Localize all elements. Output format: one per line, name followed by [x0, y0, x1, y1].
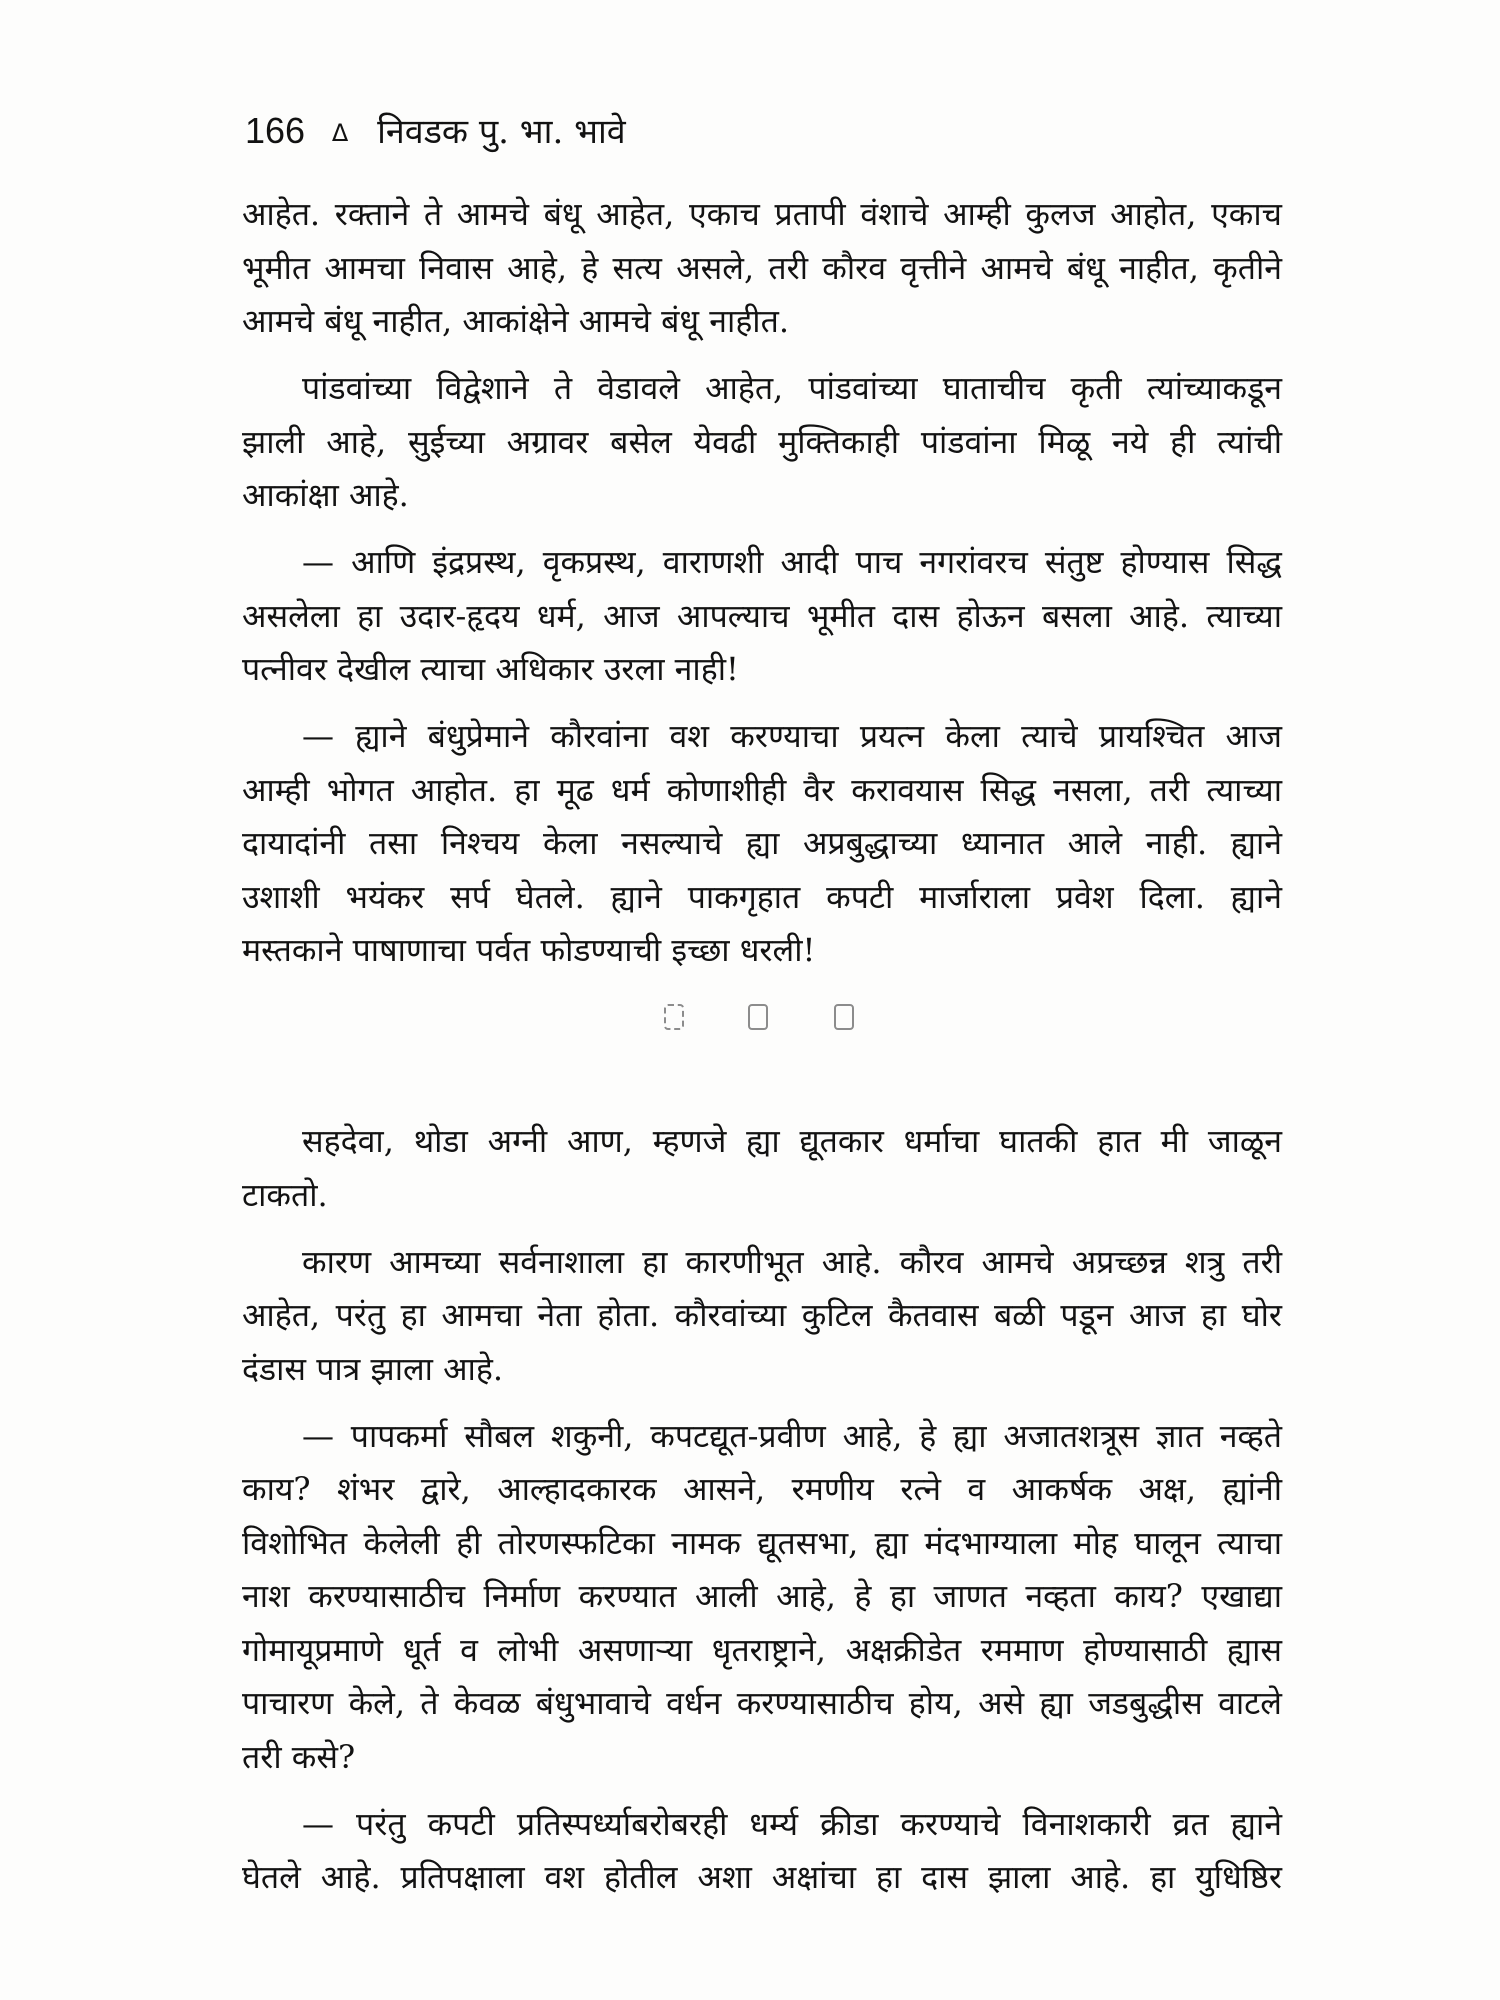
box-ornament-icon — [748, 1004, 768, 1030]
text-line: दंडास पात्र झाला आहे. — [242, 1349, 504, 1388]
text-line: पांडवांच्या विद्वेशाने ते वेडावले आहेत, पांडवांच्या घाताचीच कृती त्यांच्याकडून — [302, 369, 1282, 407]
text-line: नाश करण्यासाठीच निर्माण करण्यात आली आहे, हे हा जाणत नव्हता काय? एखाद्या — [242, 1577, 1282, 1615]
text-section-2 — [242, 1115, 1282, 1905]
text-line: आकांक्षा आहे. — [242, 476, 409, 514]
running-title: निवडक पु. भा. भावे — [377, 112, 626, 152]
text-line: दायादांनी तसा निश्चय केला नसल्याचे ह्या अप्रबुद्धाच्या ध्यानात आले नाही. ह्याने — [242, 824, 1282, 862]
paragraph — [242, 1798, 1282, 1905]
text-line: — परंतु कपटी प्रतिस्पर्ध्याबरोबरही धर्म्य क्रीडा करण्याचे विनाशकारी व्रत ह्याने — [302, 1804, 1282, 1843]
text-line: विशोभित केलेली ही तोरणस्फटिका नामक द्यूतसभा, ह्या मंदभाग्याला मोह घालून त्याचा — [242, 1523, 1282, 1562]
text-line: तरी कसे? — [242, 1737, 356, 1776]
text-line: उशाशी भयंकर सर्प घेतले. ह्याने पाकगृहात कपटी मार्जाराला प्रवेश दिला. ह्याने — [242, 877, 1282, 916]
paragraph — [242, 1236, 1282, 1397]
text-line: आम्ही भोगत आहोत. हा मूढ धर्म कोणाशीही वैर करावयास सिद्ध नसला, तरी त्याच्या — [242, 770, 1282, 809]
text-line: — पापकर्मा सौबल शकुनी, कपटद्यूत-प्रवीण आहे, हे ह्या अजातशत्रूस ज्ञात नव्हते — [302, 1416, 1282, 1455]
text-line: भूमीत आमचा निवास आहे, हे सत्य असले, तरी कौरव वृत्तीने आमचे बंधू नाहीत, कृतीने — [242, 248, 1282, 287]
text-line: मस्तकाने पाषाणाचा पर्वत फोडण्याची इच्छा धरली! — [242, 931, 816, 969]
page-number: 166 — [245, 110, 306, 151]
paragraph — [242, 1115, 1282, 1222]
box-ornament-icon — [664, 1004, 684, 1030]
running-header — [245, 108, 626, 154]
box-ornament-icon — [834, 1004, 854, 1030]
text-line: सहदेवा, थोडा अग्नी आण, म्हणजे ह्या द्यूतकार धर्माचा घातकी हात मी जाळून — [302, 1122, 1282, 1160]
text-line: आहेत, परंतु हा आमचा नेता होता. कौरवांच्या कुटिल कैतवास बळी पडून आज हा घोर — [242, 1296, 1282, 1334]
paragraph — [242, 536, 1282, 697]
text-line: असलेला हा उदार-हृदय धर्म, आज आपल्याच भूमीत दास होऊन बसला आहे. त्याच्या — [242, 596, 1282, 635]
text-line: — ह्याने बंधुप्रेमाने कौरवांना वश करण्याचा प्रयत्न केला त्याचे प्रायश्चित आज — [302, 717, 1282, 755]
text-line: आहेत. रक्ताने ते आमचे बंधू आहेत, एकाच प्रतापी वंशाचे आम्ही कुलज आहोत, एकाच — [242, 195, 1282, 233]
text-line: पाचारण केले, ते केवळ बंधुभावाचे वर्धन करण्यासाठीच होय, असे ह्या जडबुद्धीस वाटले — [242, 1684, 1282, 1722]
text-line: आमचे बंधू नाहीत, आकांक्षेने आमचे बंधू नाहीत. — [242, 302, 790, 340]
paragraph — [242, 1410, 1282, 1785]
text-line: — आणि इंद्रप्रस्थ, वृकप्रस्थ, वाराणशी आदी पाच नगरांवरच संतुष्ट होण्यास सिद्ध — [302, 543, 1282, 581]
paragraph — [242, 710, 1282, 978]
text-line: कारण आमच्या सर्वनाशाला हा कारणीभूत आहे. कौरव आमचे अप्रच्छन्न शत्रु तरी — [302, 1242, 1282, 1281]
section-break — [0, 1004, 1500, 1034]
text-section-1 — [242, 188, 1282, 978]
text-line: काय? शंभर द्वारे, आल्हादकारक आसने, रमणीय रत्ने व आकर्षक अक्ष, ह्यांनी — [242, 1470, 1282, 1508]
paragraph — [242, 362, 1282, 523]
text-line: गोमायूप्रमाणे धूर्त व लोभी असणाऱ्या धृतराष्ट्राने, अक्षक्रीडेत रममाण होण्यासाठी ह्यास — [242, 1630, 1282, 1669]
text-line: पत्नीवर देखील त्याचा अधिकार उरला नाही! — [242, 650, 739, 688]
triangle-separator-icon: Δ — [331, 119, 349, 147]
text-line: घेतले आहे. प्रतिपक्षाला वश होतील अशा अक्षांचा हा दास झाला आहे. हा युधिष्ठिर — [242, 1858, 1282, 1896]
text-line: टाकतो. — [242, 1175, 328, 1214]
text-line: झाली आहे, सुईच्या अग्रावर बसेल येवढी मुक्तिकाही पांडवांना मिळू नये ही त्यांची — [242, 422, 1282, 461]
paragraph — [242, 188, 1282, 349]
